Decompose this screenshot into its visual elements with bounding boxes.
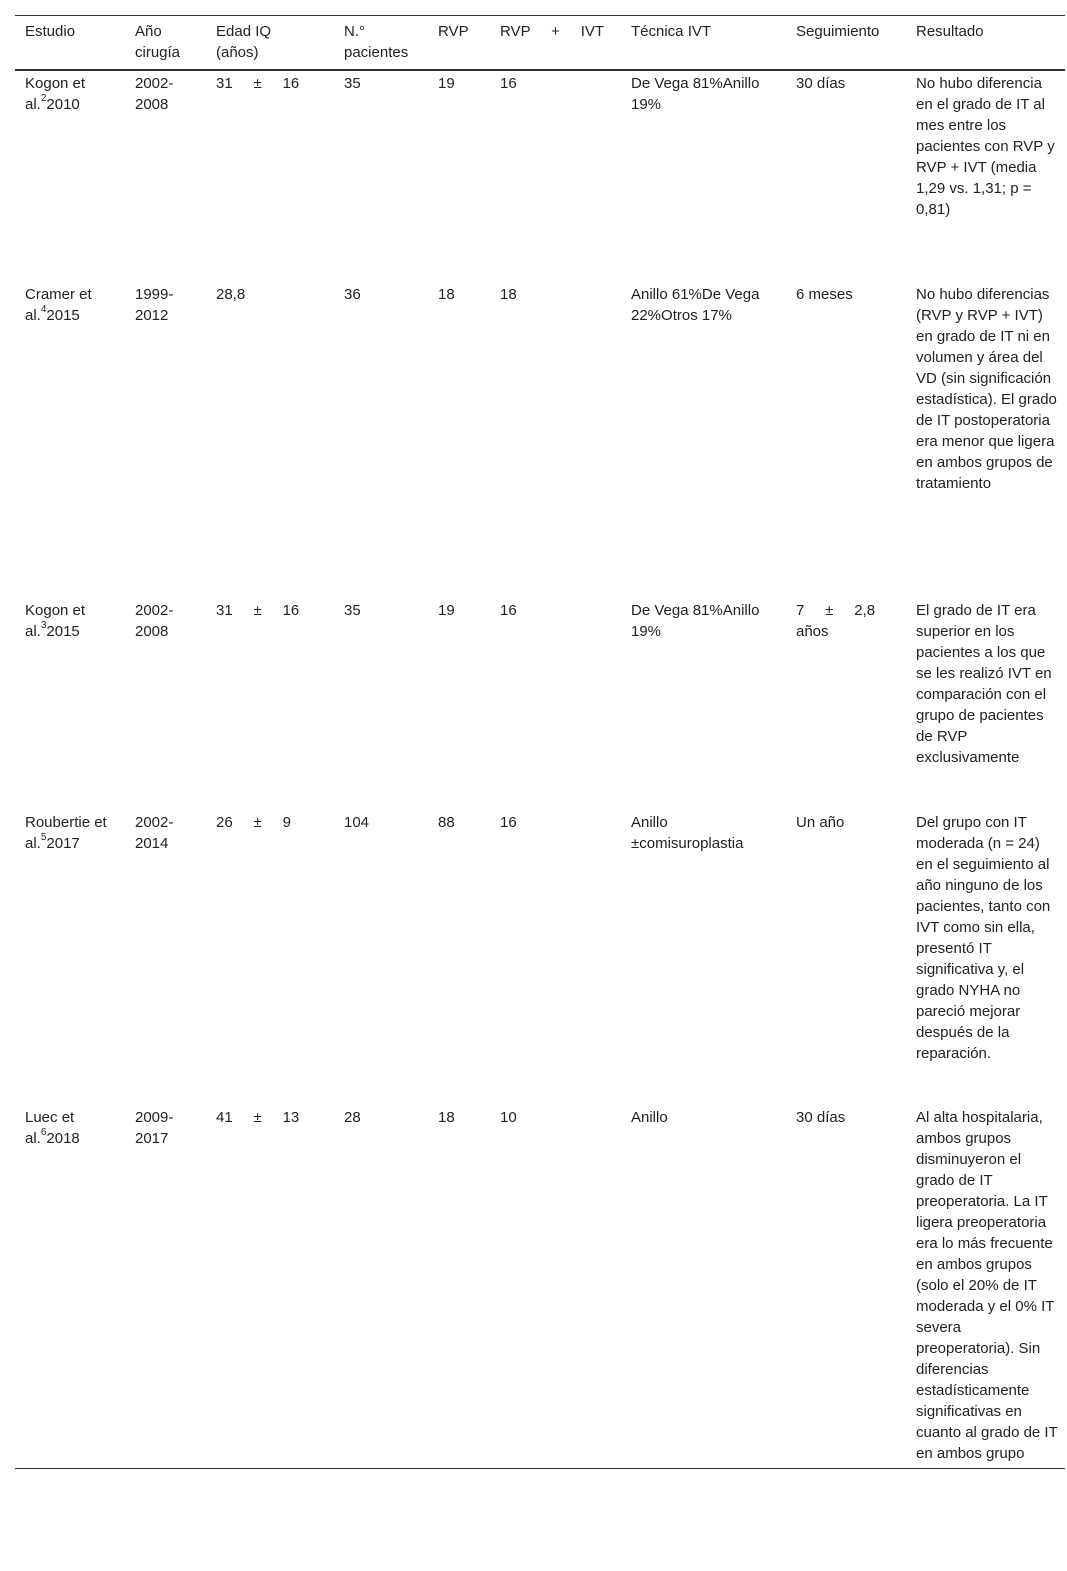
header-tecnica: Técnica IVT: [621, 16, 786, 71]
cell-seguimiento: 6 meses: [796, 286, 853, 303]
cell-edad: 26 ± 9: [216, 814, 291, 831]
cell-estudio: Cramer et al.$^4$2015: [25, 286, 92, 324]
cell-pacientes: 35: [344, 75, 361, 92]
cell-tecnica: De Vega 81%Anillo 19%: [631, 602, 760, 640]
cell-rvp: 88: [438, 814, 455, 831]
table-row: [15, 1105, 1065, 1469]
table-row: [15, 810, 1065, 1105]
cell-estudio: Roubertie et al.$^5$2017: [25, 814, 107, 852]
cell-edad: 31 ± 16: [216, 75, 300, 92]
header-rvp: RVP: [428, 16, 490, 71]
cell-resultado: El grado de IT era superior en los pacientes a los que se les realizó IVT en comparación con el grupo de pacientes de RVP exclusivamente: [916, 602, 1052, 766]
header-row: [15, 16, 1065, 71]
cell-seguimiento: Un año: [796, 814, 845, 831]
cell-resultado: Al alta hospitalaria, ambos grupos disminuyeron el grado de IT preoperatoria. La IT ligera preoperatoria era lo más frecuente en ambos grupos (solo el 20% de IT moderada y el 0% IT severa preoperatoria). Sin diferencias estadísticamente significativas en cuanto al grado de IT en ambos grupo: [906, 1105, 1065, 1469]
cell-edad: 41 ± 13: [206, 1105, 334, 1469]
header-pacientes: N.° pacientes: [334, 16, 428, 71]
table-body: [15, 70, 1065, 1469]
cell-resultado: No hubo diferencia en el grado de IT al mes entre los pacientes con RVP y RVP + IVT (media 1,29 vs. 1,31; p = 0,81): [916, 75, 1055, 218]
cell-tecnica: Anillo ±comisuroplastia: [631, 814, 744, 852]
table-container: [15, 15, 1065, 1469]
cell-pacientes: 28: [334, 1105, 428, 1469]
header-estudio: Estudio: [15, 16, 125, 71]
cell-rvp-ivt: 18: [500, 286, 517, 303]
cell-pacientes: 35: [344, 602, 361, 619]
header-anio: Año cirugía: [125, 16, 206, 71]
cell-rvp: 18: [438, 286, 455, 303]
cell-estudio: Kogon et al.$^2$2010: [25, 75, 86, 113]
cell-pacientes: 36: [344, 286, 361, 303]
table-row: [15, 282, 1065, 598]
header-edad: Edad IQ (años): [206, 16, 334, 71]
header-seguimiento: Seguimiento: [786, 16, 906, 71]
cell-rvp-ivt: 16: [500, 602, 517, 619]
cell-anio: 2009-2017: [125, 1105, 206, 1469]
cell-resultado: No hubo diferencias (RVP y RVP + IVT) en grado de IT ni en volumen y área del VD (sin significación estadística). El grado de IT postoperatoria era menor que ligera en ambos grupos de tratamiento: [916, 286, 1057, 492]
cell-pacientes: 104: [344, 814, 370, 831]
cell-resultado: Del grupo con IT moderada (n = 24) en el seguimiento al año ninguno de los pacientes, tanto con IVT como sin ella, presentó IT significativa y, el grado NYHA no pareció mejorar después de la reparación.: [916, 814, 1051, 1062]
cell-anio: 2002-2008: [135, 602, 174, 640]
cell-edad: 31 ± 16: [216, 602, 300, 619]
cell-seguimiento: 30 días: [786, 1105, 906, 1469]
cell-rvp: 19: [438, 602, 455, 619]
cell-rvp-ivt: 10: [490, 1105, 621, 1469]
table-row: [15, 70, 1065, 282]
table-header: [15, 16, 1065, 71]
cell-rvp-ivt: 16: [500, 814, 517, 831]
cell-rvp: 18: [428, 1105, 490, 1469]
cell-anio: 2002-2008: [135, 75, 174, 113]
header-resultado: Resultado: [906, 16, 1065, 71]
cell-anio: 2002-2014: [135, 814, 174, 852]
cell-seguimiento: 30 días: [796, 75, 846, 92]
studies-table: [15, 15, 1065, 1469]
cell-rvp-ivt: 16: [500, 75, 517, 92]
cell-tecnica: De Vega 81%Anillo 19%: [631, 75, 760, 113]
cell-estudio: Luec et al.$^6$2018: [15, 1105, 125, 1469]
header-rvp-ivt: RVP + IVT: [490, 16, 621, 71]
cell-edad: 28,8: [216, 286, 246, 303]
cell-rvp: 19: [438, 75, 455, 92]
table-row: [15, 598, 1065, 810]
cell-anio: 1999-2012: [135, 286, 174, 324]
cell-tecnica: Anillo 61%De Vega 22%Otros 17%: [631, 286, 760, 324]
cell-tecnica: Anillo: [621, 1105, 786, 1469]
cell-estudio: Kogon et al.$^3$2015: [25, 602, 86, 640]
cell-seguimiento: 7 ± 2,8 años: [796, 602, 880, 640]
